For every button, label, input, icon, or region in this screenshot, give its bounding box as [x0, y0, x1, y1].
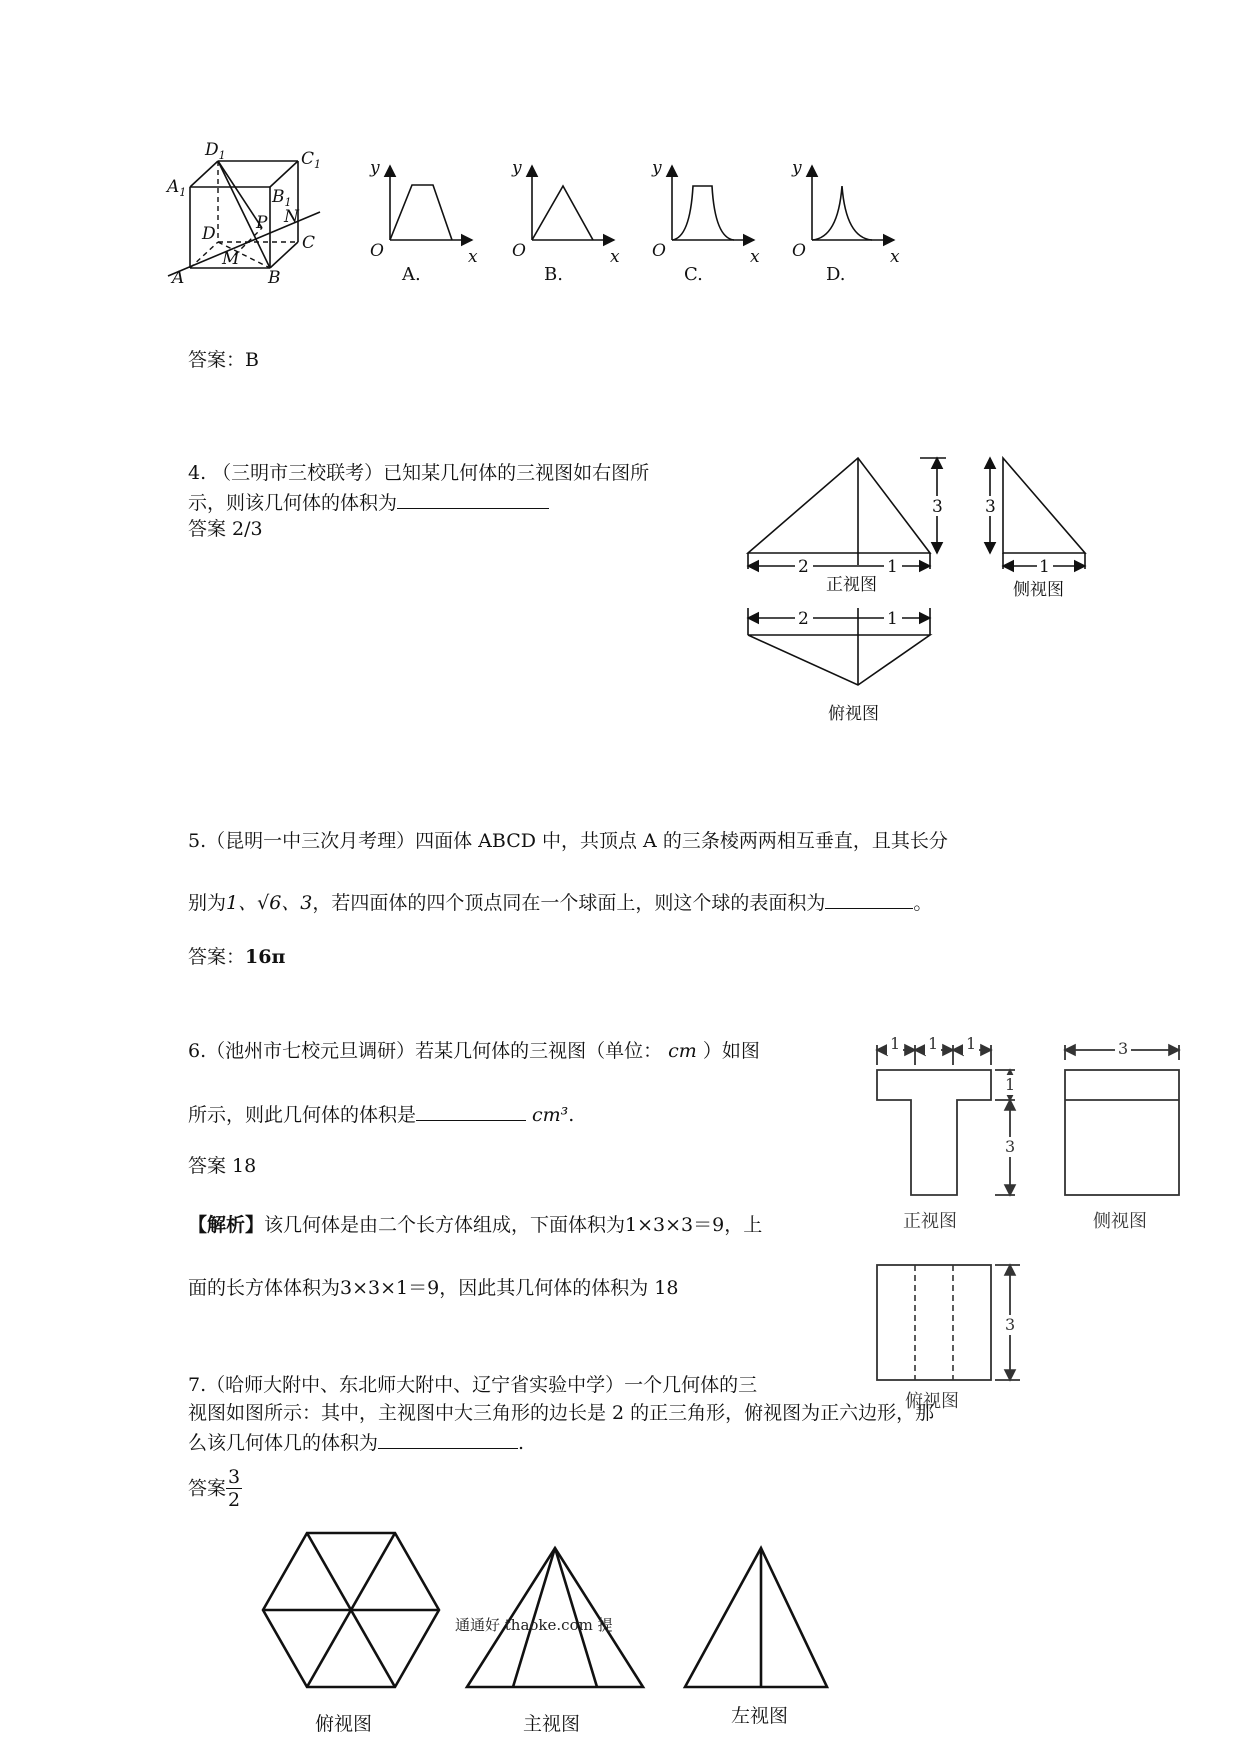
- q5-line1: 5.（昆明一中三次月考理）四面体 ABCD 中，共顶点 A 的三条棱两两相互垂直，且其长分: [188, 830, 948, 852]
- axis-x-a: x: [468, 247, 478, 267]
- q6-dim-3a: 3: [1005, 1137, 1016, 1156]
- label-c: C: [302, 233, 316, 253]
- q6-side-rect: [1065, 1070, 1179, 1195]
- q7-answer-numerator: 3: [228, 1466, 241, 1488]
- axis-x-c: x: [750, 247, 760, 267]
- origin-c: O: [652, 241, 666, 261]
- q4-line2: [188, 488, 549, 516]
- q7-answer-fraction: [226, 1466, 242, 1511]
- q4-three-views: [740, 450, 1085, 730]
- axis-y-b: y: [512, 158, 522, 178]
- q6-line1-pre: 6.（池州市七校元旦调研）若某几何体的三视图（单位：: [188, 1040, 663, 1062]
- q4-dim-1-front: 1: [887, 557, 898, 577]
- q7-caption-top: 俯视图: [315, 1713, 373, 1735]
- label-a: A: [172, 268, 185, 288]
- axis-y-d: y: [792, 158, 802, 178]
- q6-line1: [188, 1038, 760, 1064]
- q6-top-rect: [877, 1265, 991, 1380]
- graph-a: [390, 166, 472, 240]
- q5-line2-end: 。: [913, 892, 933, 914]
- q4-side-triangle: [1003, 458, 1085, 553]
- q6-analysis2-post: ，因此其几何体的体积为 18: [439, 1277, 679, 1299]
- q4-caption-top: 俯视图: [828, 704, 879, 724]
- q6-analysis1: [188, 1212, 762, 1238]
- q4-blank: [397, 488, 549, 509]
- label-d1: $D_1$: [205, 140, 226, 162]
- origin-d: O: [792, 241, 806, 261]
- q4-dim-3-side: 3: [985, 497, 996, 517]
- q6-line2-pre: 所示，则此几何体的体积是: [188, 1104, 417, 1126]
- q5-blank: [825, 888, 913, 909]
- label-b: B: [268, 268, 281, 288]
- q7-caption-main: 主视图: [523, 1713, 581, 1735]
- q4-caption-side: 侧视图: [1013, 580, 1064, 600]
- q5-answer-label: 答案：: [188, 946, 246, 968]
- q6-dim-1a: 1: [890, 1034, 901, 1053]
- q4-line2-text: 示，则该几何体的体积为: [188, 492, 398, 514]
- label-p: P: [256, 213, 268, 233]
- q4-dim-2-front: 2: [798, 557, 809, 577]
- q7-answer-denominator: 2: [228, 1489, 241, 1511]
- q6-caption-side: 侧视图: [1093, 1211, 1147, 1232]
- q6-line1-post: ）如图: [702, 1040, 760, 1062]
- label-a1: $A_1$: [167, 177, 187, 199]
- q4-dim-3-front: 3: [932, 497, 943, 517]
- q4-top-triangle: [748, 635, 930, 685]
- q4-dim-1-side: 1: [1039, 557, 1050, 577]
- q6-analysis1-math: 1×3×3＝9: [625, 1214, 725, 1236]
- watermark: 通通好 thaoke.com 提: [455, 1616, 613, 1634]
- q4-front-triangle: [748, 458, 930, 553]
- label-c1: $C_1$: [301, 149, 322, 171]
- q7-line1: 7.（哈师大附中、东北师大附中、辽宁省实验中学）一个几何体的三: [188, 1374, 758, 1396]
- q7-left-triangle: [685, 1548, 827, 1687]
- q6-analysis1-pre: 该几何体是由二个长方体组成，下面体积为: [264, 1214, 626, 1236]
- q6-blank: [416, 1100, 526, 1121]
- q4-line1: 4. （三明市三校联考）已知某几何体的三视图如右图所: [188, 462, 650, 484]
- label-b1: $B_1$: [272, 187, 292, 209]
- q7-caption-left: 左视图: [731, 1705, 789, 1727]
- q5-line2-post: ，若四面体的四个顶点同在一个球面上，则这个球的表面积为: [312, 892, 826, 914]
- axis-y-c: y: [652, 158, 662, 178]
- graph-c: [672, 166, 754, 240]
- q6-unit: cm: [668, 1040, 697, 1062]
- label-n: N: [284, 207, 299, 227]
- q6-analysis1-post: ，上: [724, 1214, 763, 1236]
- option-graphs: [360, 150, 920, 300]
- q6-answer: 答案 18: [188, 1155, 257, 1177]
- q7-line3-end: .: [518, 1432, 525, 1454]
- axis-x-d: x: [890, 247, 900, 267]
- option-c-label: C.: [684, 264, 703, 285]
- cube-figure: [160, 140, 335, 290]
- q6-caption-front: 正视图: [903, 1211, 957, 1232]
- graph-d: [812, 166, 894, 240]
- q4-answer: 答案 2/3: [188, 518, 263, 540]
- q6-dim-1b: 1: [928, 1034, 939, 1053]
- q6-analysis-tag: 【解析】: [188, 1214, 265, 1236]
- q6-caption-top: 俯视图: [905, 1391, 959, 1412]
- q6-analysis2-math: 3×3×1＝9: [340, 1277, 440, 1299]
- q5-answer-value: 16π: [245, 946, 286, 968]
- q7-line2: 视图如图所示：其中，主视图中大三角形的边长是 2 的正三角形，俯视图为正六边形，那: [188, 1402, 935, 1424]
- option-b-label: B.: [544, 264, 563, 285]
- q7-answer: [188, 1466, 242, 1511]
- label-d: D: [202, 224, 216, 244]
- q6-analysis2-pre: 面的长方体体积为: [188, 1277, 341, 1299]
- origin-b: O: [512, 241, 526, 261]
- axis-y-a: y: [370, 158, 380, 178]
- q6-line2-end: .: [568, 1104, 575, 1126]
- q4-dim-2-top: 2: [798, 609, 809, 629]
- q3-answer: 答案：B: [188, 349, 259, 371]
- origin-a: O: [370, 241, 384, 261]
- q6-dim-3c: 3: [1005, 1315, 1016, 1334]
- q6-dim-3b: 3: [1118, 1039, 1129, 1058]
- q6-three-views: [865, 1025, 1185, 1412]
- q7-three-views: [255, 1530, 855, 1752]
- q4-dim-1-top: 1: [887, 609, 898, 629]
- option-d-label: D.: [826, 264, 846, 285]
- q6-line2: [188, 1100, 574, 1128]
- q7-answer-label: 答案: [188, 1477, 227, 1500]
- option-a-label: A.: [402, 264, 421, 285]
- q6-analysis2: [188, 1275, 678, 1301]
- q7-line3: [188, 1428, 524, 1456]
- q4-caption-front: 正视图: [826, 575, 877, 595]
- graph-b: [532, 166, 614, 240]
- q7-line3-pre: 么该几何体几的体积为: [188, 1432, 379, 1454]
- label-m: M: [222, 249, 240, 269]
- q6-dim-1c: 1: [966, 1034, 977, 1053]
- q6-unit3: cm³: [532, 1104, 569, 1126]
- q5-line2: [188, 888, 932, 916]
- q7-blank: [378, 1428, 518, 1449]
- q5-values: 1、√6、3: [226, 892, 313, 914]
- q6-dim-1d: 1: [1005, 1075, 1016, 1094]
- q5-line2-pre: 别为: [188, 892, 227, 914]
- q6-front-t-shape: [877, 1070, 991, 1195]
- axis-x-b: x: [610, 247, 620, 267]
- q5-answer: [188, 944, 285, 970]
